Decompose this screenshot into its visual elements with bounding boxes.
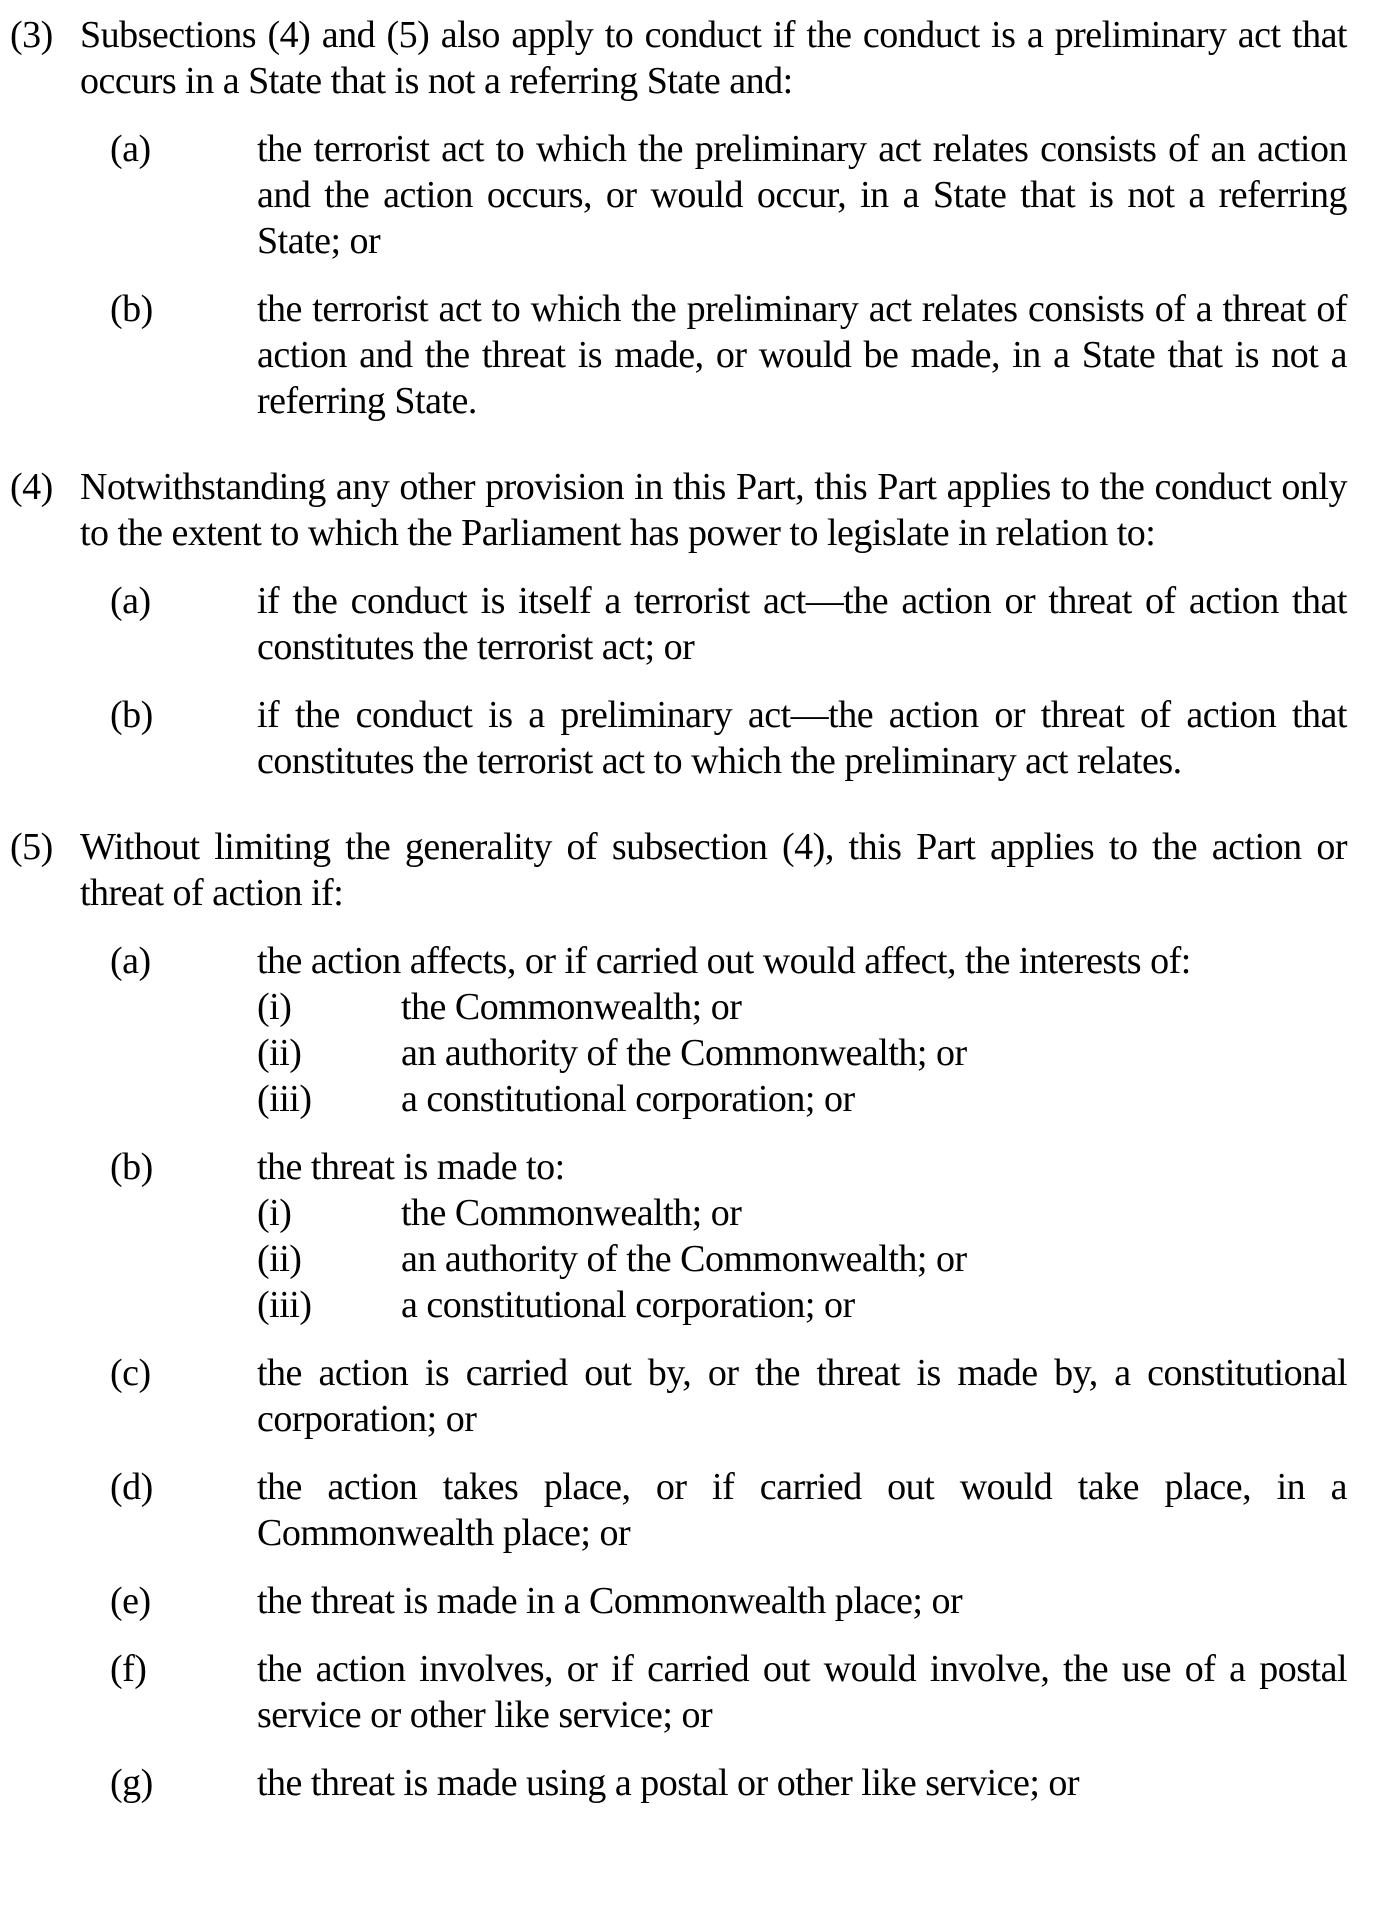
subsection-4-content: [80, 464, 1347, 784]
paragraph-4a: [110, 578, 1347, 670]
paragraph-3b-letter: (b): [110, 288, 153, 330]
paragraph-5g-letter: (g): [110, 1762, 153, 1804]
subparagraph-5b-i: [257, 1190, 1347, 1236]
paragraph-5g: [110, 1760, 1347, 1806]
paragraph-5c: [110, 1350, 1347, 1442]
subparagraph-5b-ii: [257, 1236, 1347, 1282]
paragraph-3a: [110, 126, 1347, 264]
paragraph-5d: [110, 1464, 1347, 1556]
subparagraph-5a-iii: [257, 1076, 1347, 1122]
paragraph-5b-text: the threat is made to:: [257, 1146, 565, 1188]
subsection-5-number: (5): [10, 826, 53, 868]
paragraph-3b-text: the terrorist act to which the preliminary act relates consists of a threat of action and the threat is made, or would be made, in a State that is not a referring State.: [257, 288, 1347, 422]
subparagraph-5a-i-numeral: (i): [257, 986, 292, 1028]
subparagraph-5a-iii-text: a constitutional corporation; or: [401, 1078, 855, 1120]
paragraph-5a: [110, 938, 1347, 1122]
paragraph-5b-letter: (b): [110, 1146, 153, 1188]
subparagraph-5b-iii: [257, 1282, 1347, 1328]
subparagraph-5a-ii-text: an authority of the Commonwealth; or: [401, 1032, 967, 1074]
paragraph-5f: [110, 1646, 1347, 1738]
subparagraph-5b-i-numeral: (i): [257, 1192, 292, 1234]
subsection-4: [10, 464, 1347, 784]
subsection-4-number: (4): [10, 466, 53, 508]
paragraph-5e-text: the threat is made in a Commonwealth place; or: [257, 1580, 963, 1622]
subsection-3: [10, 12, 1347, 424]
paragraph-5b: [110, 1144, 1347, 1328]
paragraph-5a-text: the action affects, or if carried out would affect, the interests of:: [257, 940, 1191, 982]
paragraph-3b: [110, 286, 1347, 424]
subparagraph-5b-i-text: the Commonwealth; or: [401, 1192, 742, 1234]
subparagraph-5a-ii-numeral: (ii): [257, 1032, 302, 1074]
paragraph-4b: [110, 692, 1347, 784]
subsection-5-text: Without limiting the generality of subsection (4), this Part applies to the action or threat of action if:: [80, 826, 1347, 914]
subsection-4-text: Notwithstanding any other provision in this Part, this Part applies to the conduct only to the extent to which the Parliament has power to legislate in relation to:: [80, 466, 1347, 554]
paragraph-4a-text: if the conduct is itself a terrorist act—the action or threat of action that constitutes the terrorist act; or: [257, 580, 1347, 668]
paragraph-3a-text: the terrorist act to which the preliminary act relates consists of an action and the action occurs, or would occur, in a State that is not a referring State; or: [257, 128, 1347, 262]
paragraph-5f-text: the action involves, or if carried out would involve, the use of a postal service or other like service; or: [257, 1648, 1347, 1736]
paragraph-3a-letter: (a): [110, 128, 151, 170]
subparagraph-5a-ii: [257, 1030, 1347, 1076]
subsection-3-text: Subsections (4) and (5) also apply to conduct if the conduct is a preliminary act that occurs in a State that is not a referring State and:: [80, 14, 1347, 102]
paragraph-5d-letter: (d): [110, 1466, 153, 1508]
paragraph-4b-text: if the conduct is a preliminary act—the action or threat of action that constitutes the terrorist act to which the preliminary act relates.: [257, 694, 1347, 782]
paragraph-5e: [110, 1578, 1347, 1624]
paragraph-5e-letter: (e): [110, 1580, 151, 1622]
paragraph-4a-letter: (a): [110, 580, 151, 622]
subparagraph-5b-iii-numeral: (iii): [257, 1284, 312, 1326]
subsection-3-number: (3): [10, 14, 53, 56]
paragraph-5a-letter: (a): [110, 940, 151, 982]
paragraph-5f-letter: (f): [110, 1648, 147, 1690]
paragraph-5c-text: the action is carried out by, or the threat is made by, a constitutional corporation; or: [257, 1352, 1347, 1440]
paragraph-5c-letter: (c): [110, 1352, 151, 1394]
subparagraph-5a-i: [257, 984, 1347, 1030]
subsection-5: [10, 824, 1347, 1806]
paragraph-5g-text: the threat is made using a postal or other like service; or: [257, 1762, 1080, 1804]
subparagraph-5a-i-text: the Commonwealth; or: [401, 986, 742, 1028]
paragraph-4b-letter: (b): [110, 694, 153, 736]
subparagraph-5b-ii-numeral: (ii): [257, 1238, 302, 1280]
subparagraph-5b-iii-text: a constitutional corporation; or: [401, 1284, 855, 1326]
subsection-5-content: [80, 824, 1347, 1806]
subparagraph-5b-ii-text: an authority of the Commonwealth; or: [401, 1238, 967, 1280]
paragraph-5d-text: the action takes place, or if carried out would take place, in a Commonwealth place; or: [257, 1466, 1347, 1554]
subparagraph-5a-iii-numeral: (iii): [257, 1078, 312, 1120]
subsection-3-content: [80, 12, 1347, 424]
